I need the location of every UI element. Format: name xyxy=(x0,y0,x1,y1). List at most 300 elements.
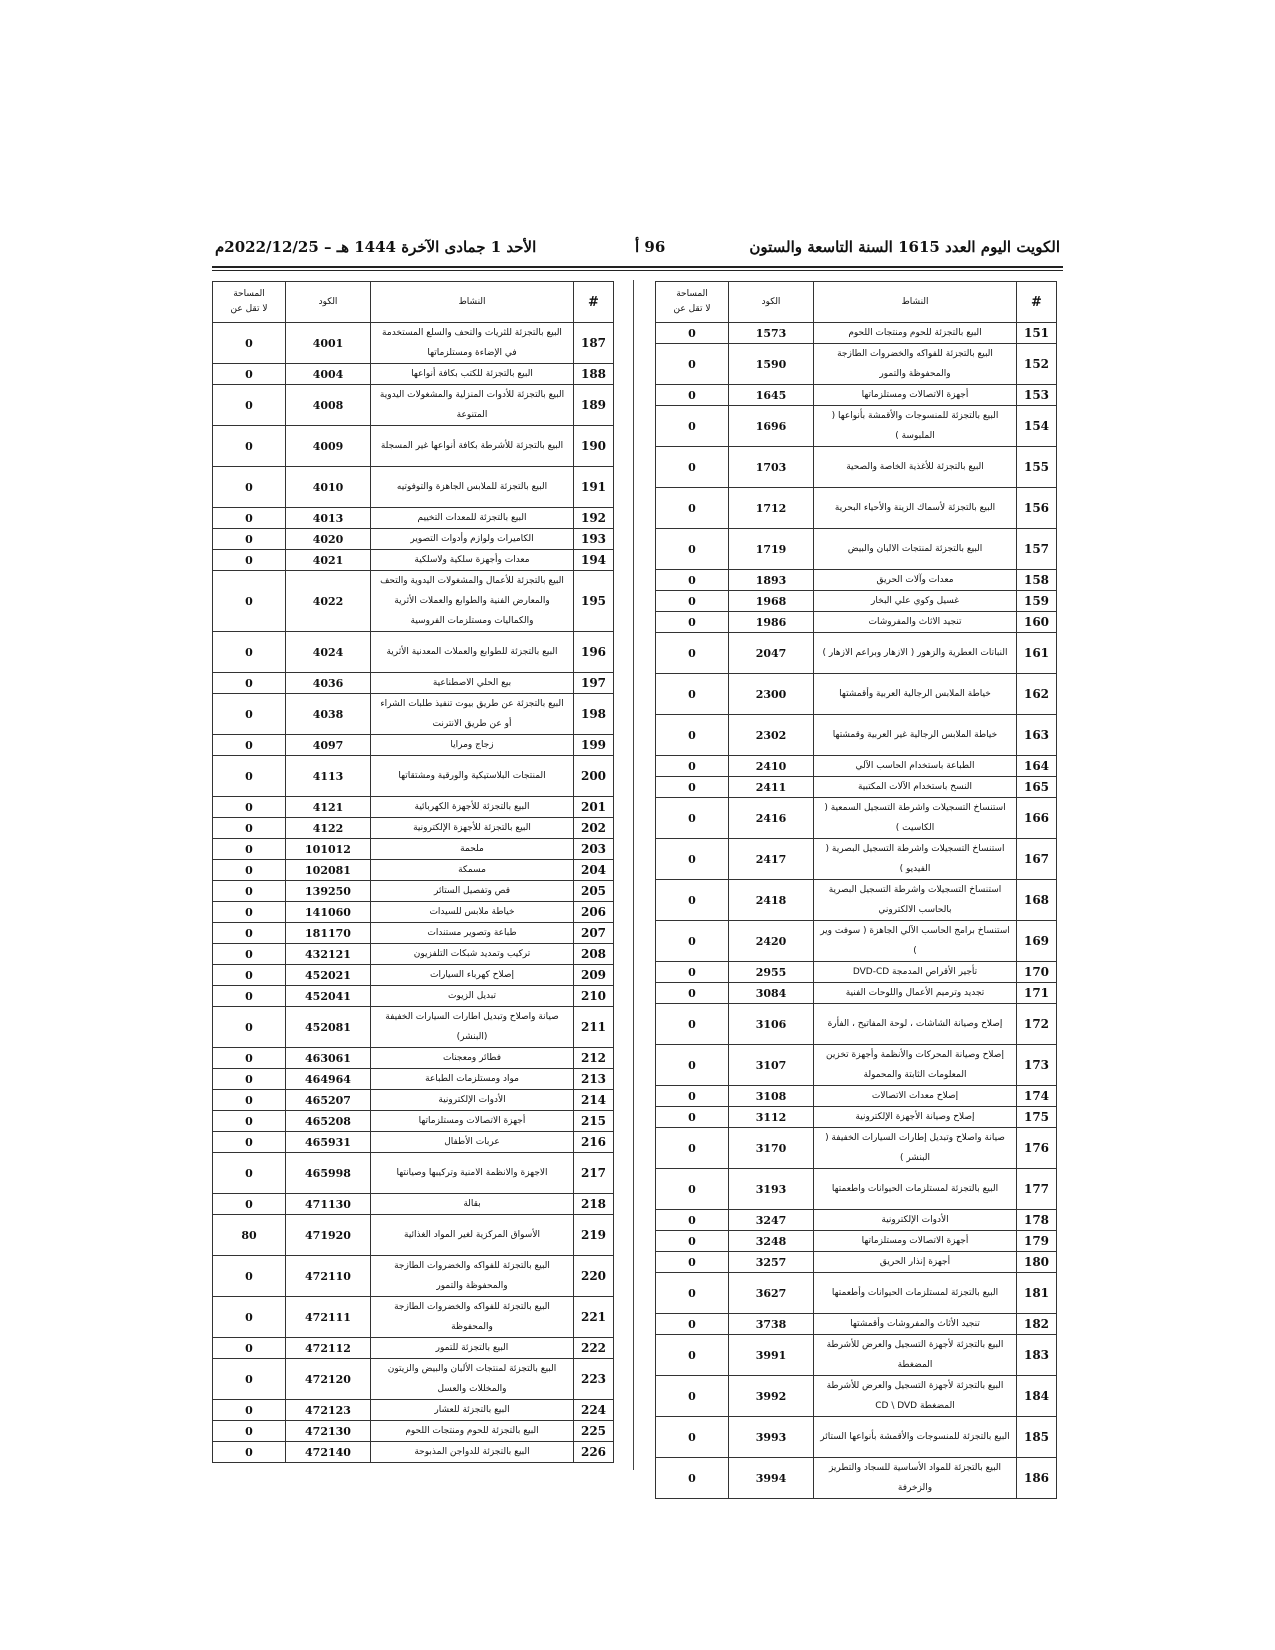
row-activity: البيع بالتجزئة للأعمال والمشغولات اليدوية والتحف والمعارض الفنية والطوابع والعملات الأثرية والكماليات ومستلزمات الفروسية xyxy=(371,571,574,632)
table-row xyxy=(656,962,1057,983)
row-number: 208 xyxy=(574,944,614,965)
row-code: 1986 xyxy=(729,612,814,633)
table-row xyxy=(213,1194,614,1215)
table-body-right xyxy=(656,323,1057,1499)
table-row xyxy=(213,797,614,818)
table-row xyxy=(213,1132,614,1153)
row-min-area: 0 xyxy=(213,1359,286,1400)
row-number: 176 xyxy=(1017,1128,1057,1169)
row-code: 432121 xyxy=(286,944,371,965)
row-min-area: 0 xyxy=(213,673,286,694)
row-code: 4013 xyxy=(286,508,371,529)
table-row xyxy=(213,944,614,965)
header-area-line1: المساحة xyxy=(676,289,708,299)
row-code: 452081 xyxy=(286,1007,371,1048)
table-row xyxy=(656,777,1057,798)
row-activity: استنساخ برامج الحاسب الآلي الجاهزة ( سوفت وير ) xyxy=(814,921,1017,962)
table-row xyxy=(656,1210,1057,1231)
header-publication: الكويت اليوم العدد 1615 السنة التاسعة والستون xyxy=(749,238,1060,256)
row-code: 3257 xyxy=(729,1252,814,1273)
row-min-area: 0 xyxy=(213,571,286,632)
row-code: 3994 xyxy=(729,1458,814,1499)
row-activity: البيع بالتجزئة للأجهزة الكهربائية xyxy=(371,797,574,818)
table-row xyxy=(213,1090,614,1111)
row-code: 3991 xyxy=(729,1335,814,1376)
row-code: 4036 xyxy=(286,673,371,694)
row-number: 190 xyxy=(574,426,614,467)
table-row xyxy=(656,1004,1057,1045)
row-activity: الاجهزة والانظمة الامنية وتركيبها وصيانتها xyxy=(371,1153,574,1194)
row-min-area: 0 xyxy=(656,1004,729,1045)
row-min-area: 0 xyxy=(213,735,286,756)
header-area-line2: لا تقل عن xyxy=(673,304,711,314)
row-min-area: 0 xyxy=(213,944,286,965)
row-activity: تأجير الأقراص المدمجة DVD-CD xyxy=(814,962,1017,983)
row-number: 202 xyxy=(574,818,614,839)
table-header-row xyxy=(213,282,614,323)
table-header-row xyxy=(656,282,1057,323)
row-number: 171 xyxy=(1017,983,1057,1004)
row-min-area: 0 xyxy=(213,632,286,673)
header-area xyxy=(213,282,286,323)
row-number: 165 xyxy=(1017,777,1057,798)
table-row xyxy=(213,986,614,1007)
table-row xyxy=(656,406,1057,447)
table-row xyxy=(213,426,614,467)
row-activity: البيع بالتجزئة للفواكه والخضروات الطازجة والمحفوظة xyxy=(371,1297,574,1338)
row-number: 215 xyxy=(574,1111,614,1132)
table-row xyxy=(656,756,1057,777)
row-number: 214 xyxy=(574,1090,614,1111)
row-min-area: 0 xyxy=(656,447,729,488)
row-number: 160 xyxy=(1017,612,1057,633)
row-code: 4001 xyxy=(286,323,371,364)
row-min-area: 0 xyxy=(656,1210,729,1231)
row-activity: المنتجات البلاستيكية والورقية ومشتقاتها xyxy=(371,756,574,797)
row-min-area: 0 xyxy=(213,529,286,550)
row-activity: تجديد وترميم الأعمال واللوحات الفنية xyxy=(814,983,1017,1004)
row-code: 3992 xyxy=(729,1376,814,1417)
row-min-area: 0 xyxy=(656,880,729,921)
table-row xyxy=(213,673,614,694)
table-row xyxy=(656,633,1057,674)
row-number: 157 xyxy=(1017,529,1057,570)
row-min-area: 0 xyxy=(213,839,286,860)
row-code: 181170 xyxy=(286,923,371,944)
row-code: 4113 xyxy=(286,756,371,797)
row-min-area: 0 xyxy=(656,1314,729,1335)
row-code: 3627 xyxy=(729,1273,814,1314)
row-activity: إصلاح وصيانة المحركات والأنظمة وأجهزة تخزين المعلومات الثابتة والمحمولة xyxy=(814,1045,1017,1086)
row-min-area: 0 xyxy=(656,1086,729,1107)
row-code: 472112 xyxy=(286,1338,371,1359)
table-row xyxy=(213,1297,614,1338)
row-number: 173 xyxy=(1017,1045,1057,1086)
row-code: 4008 xyxy=(286,385,371,426)
row-activity: استنساخ التسجيلات واشرطة التسجيل البصرية ( الفيديو ) xyxy=(814,839,1017,880)
row-activity: قص وتفصيل الستائر xyxy=(371,881,574,902)
header-number: # xyxy=(1017,282,1057,323)
row-code: 4021 xyxy=(286,550,371,571)
row-activity: زجاج ومرايا xyxy=(371,735,574,756)
row-activity: البيع بالتجزئة للمواد الأساسية للسجاد والتطريز والزخرفة xyxy=(814,1458,1017,1499)
table-row xyxy=(213,1359,614,1400)
row-min-area: 0 xyxy=(213,1442,286,1463)
row-min-area: 0 xyxy=(213,1153,286,1194)
row-min-area: 0 xyxy=(213,1069,286,1090)
row-number: 199 xyxy=(574,735,614,756)
row-activity: البيع بالتجزئة للأغذية الخاصة والصحية xyxy=(814,447,1017,488)
header-number: # xyxy=(574,282,614,323)
row-min-area: 0 xyxy=(213,467,286,508)
row-number: 159 xyxy=(1017,591,1057,612)
header-area-line2: لا تقل عن xyxy=(230,304,268,314)
row-min-area: 0 xyxy=(656,1273,729,1314)
header-code: الكود xyxy=(729,282,814,323)
table-row xyxy=(213,839,614,860)
row-number: 174 xyxy=(1017,1086,1057,1107)
row-min-area: 0 xyxy=(213,1400,286,1421)
row-activity: ملحمة xyxy=(371,839,574,860)
row-activity: استنساخ التسجيلات واشرطة التسجيل السمعية ( الكاسيت ) xyxy=(814,798,1017,839)
header-date: الأحد 1 جمادى الآخرة 1444 هـ – 2022/12/25م xyxy=(215,238,537,256)
table-row xyxy=(656,1376,1057,1417)
row-activity: البيع بالتجزئة للطوابع والعملات المعدنية الأثرية xyxy=(371,632,574,673)
row-number: 209 xyxy=(574,965,614,986)
row-number: 219 xyxy=(574,1215,614,1256)
row-code: 3248 xyxy=(729,1231,814,1252)
table-row xyxy=(213,1421,614,1442)
row-min-area: 0 xyxy=(656,715,729,756)
row-min-area: 0 xyxy=(656,633,729,674)
table-row xyxy=(656,529,1057,570)
table-row xyxy=(656,880,1057,921)
row-code: 3247 xyxy=(729,1210,814,1231)
row-code: 4097 xyxy=(286,735,371,756)
row-min-area: 0 xyxy=(656,1252,729,1273)
row-activity: الأدوات الإلكترونية xyxy=(814,1210,1017,1231)
table-row xyxy=(656,612,1057,633)
table-row xyxy=(213,529,614,550)
row-code: 4022 xyxy=(286,571,371,632)
row-activity: تركيب وتمديد شبكات التلفزيون xyxy=(371,944,574,965)
row-code: 2411 xyxy=(729,777,814,798)
row-number: 204 xyxy=(574,860,614,881)
row-code: 465207 xyxy=(286,1090,371,1111)
row-activity: البيع بالتجزئة للمنسوجات والأقمشة بأنواعها ( الملبوسة ) xyxy=(814,406,1017,447)
row-code: 4020 xyxy=(286,529,371,550)
row-number: 164 xyxy=(1017,756,1057,777)
row-min-area: 0 xyxy=(656,385,729,406)
row-min-area: 0 xyxy=(656,1376,729,1417)
row-min-area: 0 xyxy=(213,1338,286,1359)
row-min-area: 0 xyxy=(656,921,729,962)
row-activity: بيع الحلي الاصطناعية xyxy=(371,673,574,694)
row-code: 465998 xyxy=(286,1153,371,1194)
row-activity: البيع بالتجزئة للأدوات المنزلية والمشغولات اليدوية المتنوعة xyxy=(371,385,574,426)
row-number: 166 xyxy=(1017,798,1057,839)
table-row xyxy=(213,1400,614,1421)
row-activity: أجهزة الاتصالات ومستلزماتها xyxy=(371,1111,574,1132)
table-row xyxy=(213,1153,614,1194)
row-activity: البيع بالتجزئة للمنسوجات والأقمشة بأنواعها الستائر xyxy=(814,1417,1017,1458)
header-area xyxy=(656,282,729,323)
row-min-area: 0 xyxy=(213,1090,286,1111)
row-code: 2410 xyxy=(729,756,814,777)
table-row xyxy=(656,1107,1057,1128)
row-code: 2047 xyxy=(729,633,814,674)
row-activity: إصلاح معدات الاتصالات xyxy=(814,1086,1017,1107)
table-row xyxy=(213,1215,614,1256)
row-activity: غسيل وكوي علي البخار xyxy=(814,591,1017,612)
row-min-area: 0 xyxy=(656,612,729,633)
row-activity: استنساخ التسجيلات واشرطة التسجيل البصرية بالحاسب الالكتروني xyxy=(814,880,1017,921)
table-row xyxy=(213,508,614,529)
row-code: 1893 xyxy=(729,570,814,591)
row-activity: البيع بالتجزئة للفواكه والخضروات الطازجة والمحفوظة والتمور xyxy=(814,344,1017,385)
row-number: 212 xyxy=(574,1048,614,1069)
table-row xyxy=(213,1048,614,1069)
row-min-area: 0 xyxy=(656,406,729,447)
row-number: 168 xyxy=(1017,880,1057,921)
row-number: 158 xyxy=(1017,570,1057,591)
row-activity: أجهزة إنذار الحريق xyxy=(814,1252,1017,1273)
row-activity: البيع بالتجزئة لمستلزمات الحيوانات وأطعمتها xyxy=(814,1273,1017,1314)
row-min-area: 0 xyxy=(656,1107,729,1128)
row-code: 139250 xyxy=(286,881,371,902)
table-row xyxy=(213,735,614,756)
row-min-area: 0 xyxy=(213,1007,286,1048)
table-row xyxy=(656,1252,1057,1273)
column-divider xyxy=(633,280,634,1470)
table-row xyxy=(213,385,614,426)
row-activity: البيع بالتجزئة لأجهزة التسجيل والعرض للأشرطة المضغطة CD \ DVD xyxy=(814,1376,1017,1417)
row-number: 180 xyxy=(1017,1252,1057,1273)
row-activity: البيع بالتجزئة لمنتجات الالبان والبيض xyxy=(814,529,1017,570)
row-min-area: 0 xyxy=(213,426,286,467)
row-number: 172 xyxy=(1017,1004,1057,1045)
row-number: 194 xyxy=(574,550,614,571)
row-number: 193 xyxy=(574,529,614,550)
row-activity: البيع بالتجزئة للحوم ومنتجات اللحوم xyxy=(814,323,1017,344)
row-code: 2418 xyxy=(729,880,814,921)
row-code: 3193 xyxy=(729,1169,814,1210)
row-activity: تنجيد الأثاث والمفروشات وأقمشتها xyxy=(814,1314,1017,1335)
row-min-area: 0 xyxy=(656,777,729,798)
row-number: 177 xyxy=(1017,1169,1057,1210)
row-code: 3106 xyxy=(729,1004,814,1045)
row-activity: البيع بالتجزئة للثريات والتحف والسلع المستخدمة في الإضاءة ومستلزماتها xyxy=(371,323,574,364)
table-row xyxy=(213,923,614,944)
row-min-area: 0 xyxy=(213,1421,286,1442)
table-row xyxy=(656,798,1057,839)
row-number: 186 xyxy=(1017,1458,1057,1499)
row-code: 3107 xyxy=(729,1045,814,1086)
row-min-area: 0 xyxy=(213,797,286,818)
row-number: 184 xyxy=(1017,1376,1057,1417)
table-row xyxy=(213,571,614,632)
table-row xyxy=(213,965,614,986)
row-code: 452021 xyxy=(286,965,371,986)
row-code: 4004 xyxy=(286,364,371,385)
row-code: 2417 xyxy=(729,839,814,880)
table-row xyxy=(656,488,1057,529)
table-row xyxy=(213,1338,614,1359)
table-row xyxy=(213,323,614,364)
row-code: 3108 xyxy=(729,1086,814,1107)
table-row xyxy=(213,756,614,797)
row-code: 452041 xyxy=(286,986,371,1007)
header-code: الكود xyxy=(286,282,371,323)
row-number: 155 xyxy=(1017,447,1057,488)
row-code: 471130 xyxy=(286,1194,371,1215)
row-min-area: 80 xyxy=(213,1215,286,1256)
table-row xyxy=(213,694,614,735)
row-min-area: 0 xyxy=(213,965,286,986)
row-code: 3112 xyxy=(729,1107,814,1128)
row-min-area: 0 xyxy=(213,860,286,881)
row-activity: البيع بالتجزئة لمنتجات الألبان والبيض والزيتون والمخللات والعسل xyxy=(371,1359,574,1400)
header-activity: النشاط xyxy=(371,282,574,323)
row-min-area: 0 xyxy=(213,986,286,1007)
row-activity: معدات وآلات الحريق xyxy=(814,570,1017,591)
row-min-area: 0 xyxy=(656,591,729,612)
row-number: 187 xyxy=(574,323,614,364)
row-code: 101012 xyxy=(286,839,371,860)
row-activity: البيع بالتجزئة للعشار xyxy=(371,1400,574,1421)
row-code: 1712 xyxy=(729,488,814,529)
row-min-area: 0 xyxy=(656,1169,729,1210)
row-min-area: 0 xyxy=(213,1111,286,1132)
row-number: 153 xyxy=(1017,385,1057,406)
row-activity: البيع بالتجزئة لمستلزمات الحيوانات واطعمتها xyxy=(814,1169,1017,1210)
row-number: 170 xyxy=(1017,962,1057,983)
table-row xyxy=(213,860,614,881)
row-activity: إصلاح كهرباء السيارات xyxy=(371,965,574,986)
header-area-line1: المساحة xyxy=(233,289,265,299)
row-number: 182 xyxy=(1017,1314,1057,1335)
row-code: 3084 xyxy=(729,983,814,1004)
row-number: 218 xyxy=(574,1194,614,1215)
row-min-area: 0 xyxy=(656,674,729,715)
row-code: 472123 xyxy=(286,1400,371,1421)
row-code: 1590 xyxy=(729,344,814,385)
row-number: 152 xyxy=(1017,344,1057,385)
row-number: 189 xyxy=(574,385,614,426)
row-min-area: 0 xyxy=(213,364,286,385)
row-min-area: 0 xyxy=(656,529,729,570)
row-code: 3738 xyxy=(729,1314,814,1335)
row-number: 197 xyxy=(574,673,614,694)
row-min-area: 0 xyxy=(213,385,286,426)
row-number: 178 xyxy=(1017,1210,1057,1231)
row-min-area: 0 xyxy=(656,1335,729,1376)
row-min-area: 0 xyxy=(656,344,729,385)
row-activity: البيع بالتجزئة للملابس الجاهزة والتوفوتيه xyxy=(371,467,574,508)
row-number: 221 xyxy=(574,1297,614,1338)
row-min-area: 0 xyxy=(656,1128,729,1169)
row-code: 464964 xyxy=(286,1069,371,1090)
row-number: 151 xyxy=(1017,323,1057,344)
row-code: 2416 xyxy=(729,798,814,839)
row-activity: البيع بالتجزئة لأسماك الزينة والأحياء البحرية xyxy=(814,488,1017,529)
row-min-area: 0 xyxy=(656,488,729,529)
row-activity: تبديل الزيوت xyxy=(371,986,574,1007)
row-code: 141060 xyxy=(286,902,371,923)
row-activity: إصلاح وصيانة الشاشات ، لوحة المفاتيح ، الفأرة xyxy=(814,1004,1017,1045)
row-number: 201 xyxy=(574,797,614,818)
row-min-area: 0 xyxy=(213,1132,286,1153)
row-number: 220 xyxy=(574,1256,614,1297)
row-number: 161 xyxy=(1017,633,1057,674)
table-row xyxy=(213,1069,614,1090)
row-activity: البيع بالتجزئة عن طريق بيوت تنفيذ طلبات الشراء أو عن طريق الانترنت xyxy=(371,694,574,735)
row-min-area: 0 xyxy=(213,1194,286,1215)
row-number: 224 xyxy=(574,1400,614,1421)
row-number: 216 xyxy=(574,1132,614,1153)
row-min-area: 0 xyxy=(213,694,286,735)
row-number: 179 xyxy=(1017,1231,1057,1252)
row-activity: أجهزة الاتصالات ومستلزماتها xyxy=(814,385,1017,406)
row-number: 203 xyxy=(574,839,614,860)
table-row xyxy=(656,1045,1057,1086)
table-row xyxy=(213,364,614,385)
row-min-area: 0 xyxy=(656,1417,729,1458)
table-row xyxy=(656,839,1057,880)
header-rule-thin xyxy=(212,270,1063,271)
row-min-area: 0 xyxy=(213,1256,286,1297)
row-activity: النباتات العطرية والزهور ( الازهار وبراعم الازهار ) xyxy=(814,633,1017,674)
row-code: 472130 xyxy=(286,1421,371,1442)
table-row xyxy=(213,1007,614,1048)
row-code: 1573 xyxy=(729,323,814,344)
table-row xyxy=(656,323,1057,344)
row-code: 472120 xyxy=(286,1359,371,1400)
header-activity: النشاط xyxy=(814,282,1017,323)
table-row xyxy=(213,818,614,839)
row-number: 223 xyxy=(574,1359,614,1400)
table-row xyxy=(656,570,1057,591)
row-code: 2955 xyxy=(729,962,814,983)
row-activity: البيع بالتجزئة للمعدات التخييم xyxy=(371,508,574,529)
table-row xyxy=(213,881,614,902)
row-number: 222 xyxy=(574,1338,614,1359)
row-code: 102081 xyxy=(286,860,371,881)
row-activity: عربات الأطفال xyxy=(371,1132,574,1153)
table-row xyxy=(656,1169,1057,1210)
row-code: 463061 xyxy=(286,1048,371,1069)
row-activity: البيع بالتجزئة للدواجن المذبوحة xyxy=(371,1442,574,1463)
table-row xyxy=(656,1335,1057,1376)
row-code: 472140 xyxy=(286,1442,371,1463)
row-min-area: 0 xyxy=(213,902,286,923)
row-activity: خياطة الملابس الرجالية غير العربية وقمشتها xyxy=(814,715,1017,756)
row-activity: البيع بالتجزئة للكتب بكافة أنواعها xyxy=(371,364,574,385)
table-row xyxy=(656,1273,1057,1314)
table-row xyxy=(213,467,614,508)
row-code: 4024 xyxy=(286,632,371,673)
table-row xyxy=(213,1256,614,1297)
row-min-area: 0 xyxy=(656,1045,729,1086)
row-code: 4121 xyxy=(286,797,371,818)
row-activity: البيع بالتجزئة للتمور xyxy=(371,1338,574,1359)
row-min-area: 0 xyxy=(656,323,729,344)
row-activity: الأدوات الإلكترونية xyxy=(371,1090,574,1111)
row-number: 169 xyxy=(1017,921,1057,962)
row-activity: البيع بالتجزئة لأجهزة التسجيل والعرض للأشرطة المضغطة xyxy=(814,1335,1017,1376)
row-number: 205 xyxy=(574,881,614,902)
row-code: 1703 xyxy=(729,447,814,488)
